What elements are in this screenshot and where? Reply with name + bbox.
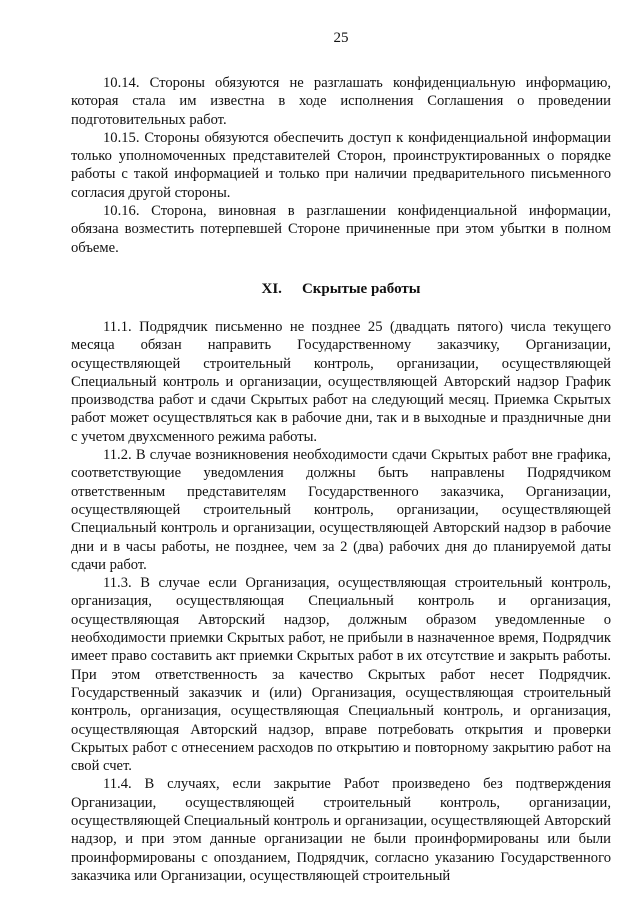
document-page [71, 28, 611, 885]
paragraph-10-16: 10.16. Сторона, виновная в разглашении конфиденциальной информации, обязана возместить потерпевшей Стороне причиненные при этом убытки в полном объеме. [71, 203, 611, 256]
section-heading [71, 280, 611, 298]
paragraph-10-15: 10.15. Стороны обязуются обеспечить доступ к конфиденциальной информации только уполномоченных представителей Сторон, проинструктированных о порядке работы с такой информацией и только при наличии предварительного письменного согласия другой стороны. [71, 129, 611, 201]
section-title: Скрытые работы [301, 280, 421, 297]
paragraph-10-14: 10.14. Стороны обязуются не разглашать конфиденциальную информацию, которая стала им известна в ходе исполнения Соглашения о проведении подготовительных работ. [71, 75, 611, 128]
paragraph-11-4: 11.4. В случаях, если закрытие Работ произведено без подтверждения Организации, осуществляющей строительный контроль, организации, осуществляющей Специальный контроль и организации, осуществляющей Авторский надзор, и при этом данные организации не были проинформированы или были проинформированы с опозданием, Подрядчик, согласно указанию Государственного заказчика или Организации, осуществляющей строительный [71, 776, 611, 884]
section-number: XI. [261, 280, 282, 297]
paragraph-11-1: 11.1. Подрядчик письменно не позднее 25 (двадцать пятого) числа текущего месяца обязан направить Государственному заказчику, Организации, осуществляющей строительный контроль, организации, осуществляющей Специальный контроль и организации, осуществляющей Авторский надзор График производства работ и сдачи Скрытых работ на следующий месяц. Приемка Скрытых работ может осуществляться как в рабочие дни, так и в выходные и праздничные дни с учетом двухсменного режима работы. [71, 318, 611, 445]
page-number: 25 [333, 30, 349, 46]
paragraph-11-2: 11.2. В случае возникновения необходимости сдачи Скрытых работ вне графика, соответствующие уведомления должны быть направлены Подрядчиком ответственным представителям Государственного заказчика, Организации, осуществляющей строительный контроль, организации, осуществляющей Специальный контроль и организации, осуществляющей Авторский надзор в рабочие дни и в часы работы, не позднее, чем за 2 (два) рабочих дня до планируемой даты сдачи работ. [71, 447, 611, 573]
paragraph-11-3: 11.3. В случае если Организация, осуществляющая строительный контроль, организация, осуществляющая Специальный контроль и организация, осуществляющая Авторский надзор, должным образом уведомленные о необходимости приемки Скрытых работ, не прибыли в назначенное время, Подрядчик имеет право составить акт приемки Скрытых работ в их отсутствие и закрыть работы. При этом ответственность за качество Скрытых работ несет Подрядчик. Государственный заказчик и (или) Организация, осуществляющая строительный контроль, организация, осуществляющая Специальный контроль, и организация, осуществляющая Авторский надзор, вправе потребовать открытия и проверки Скрытых работ с отнесением расходов по открытию и повторному закрытию работ на свой счет. [71, 575, 611, 775]
